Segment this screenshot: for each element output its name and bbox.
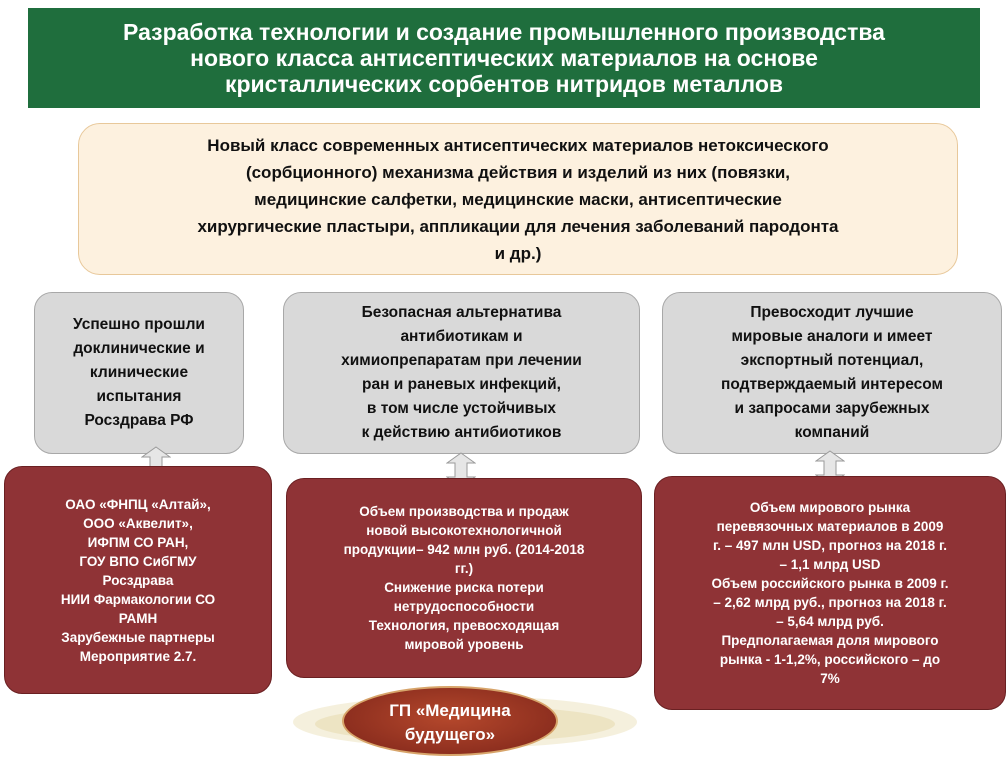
detail-box-production [286, 478, 642, 678]
benefit-text: Безопасная альтернатива антибиотикам и химиопрепаратам при лечении ран и раневых инфекций, в том числе устойчивых к действию антибиотиков [341, 304, 582, 441]
benefit-box-trials [34, 292, 244, 454]
summary-text: Новый класс современных антисептических материалов нетоксического (сорбционного) механизма действия и изделий из них (повязки, медицинские салфетки, медицинские маски, антисептические хирургические пластыри, аппликации для лечения заболеваний пародонта и др.) [197, 135, 839, 263]
detail-box-partners [4, 466, 272, 694]
page-title: Разработка технологии и создание промышленного производства нового класса антисептических материалов на основе кристаллических сорбентов нитридов металлов [123, 19, 885, 97]
detail-text: ОАО «ФНПЦ «Алтай», ООО «Аквелит», ИФПМ СО РАН, ГОУ ВПО СибГМУ Росздрава НИИ Фармакологии СО РАМН Зарубежные партнеры Мероприятие 2.7. [60, 496, 216, 664]
detail-text: Объем мирового рынка перевязочных материалов в 2009 г. – 497 млн USD, прогноз на 2018 г. – 1,1 млрд USD Объем российского рынка в 2009 г. – 2,62 млрд руб., прогноз на 2018 г. – 5,64 млрд руб. Предполагаемая доля мирового рынка - 1-1,2%, российского – до 7% [711, 500, 949, 686]
program-label: ГП «Медицина будущего» [389, 701, 511, 744]
benefit-box-export [662, 292, 1002, 454]
summary-box [78, 123, 958, 275]
title-banner [28, 8, 980, 108]
benefit-text: Превосходит лучшие мировые аналоги и имеет экспортный потенциал, подтверждаемый интересом и запросами зарубежных компаний [720, 304, 943, 441]
detail-box-market [654, 476, 1006, 710]
program-oval [342, 686, 558, 756]
benefit-box-alternative [283, 292, 640, 454]
detail-text: Объем производства и продаж новой высокотехнологичной продукции– 942 млн руб. (2014-2018 гг.) Снижение риска потери нетрудоспособности Технология, превосходящая мировой уровень [343, 504, 585, 652]
benefit-text: Успешно прошли доклинические и клинические испытания Росздрава РФ [73, 316, 205, 429]
